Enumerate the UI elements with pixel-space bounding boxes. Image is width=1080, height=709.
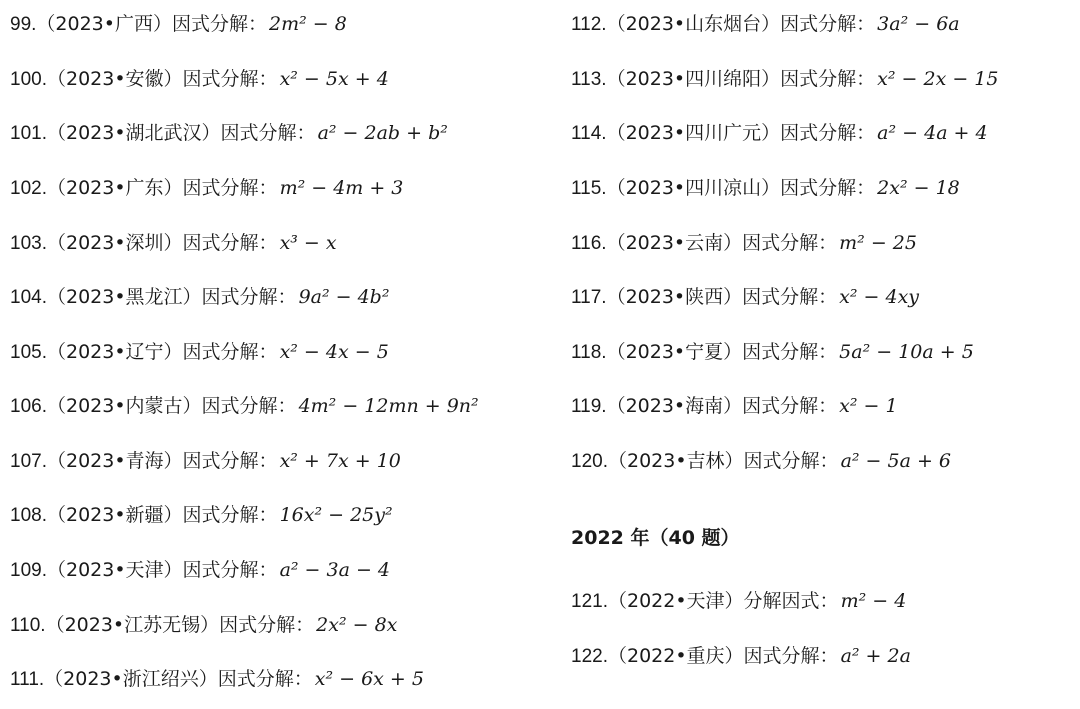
- problem-item: [10, 121, 448, 145]
- problem-number: 100.: [10, 69, 47, 90]
- problem-number: 115.: [571, 178, 607, 199]
- problem-source: （2023•辽宁）: [46, 341, 183, 363]
- problem-expression: x² − 4x − 5: [279, 341, 389, 363]
- problem-number: 99.: [10, 14, 37, 35]
- problem-number: 111.: [10, 669, 45, 690]
- problem-item: [571, 644, 911, 668]
- problem-source: （2023•浙江绍兴）: [44, 668, 218, 690]
- problem-prompt: 分解因式：: [743, 590, 839, 612]
- problem-number: 119.: [571, 396, 607, 417]
- problem-item: [10, 503, 393, 527]
- problem-expression: 3a² − 6a: [877, 13, 960, 35]
- problem-expression: m² − 25: [839, 232, 917, 254]
- problem-prompt: 因式分解：: [780, 177, 876, 199]
- problem-expression: a² + 2a: [840, 645, 911, 667]
- problem-source: （2023•云南）: [606, 232, 743, 254]
- problem-source: （2022•重庆）: [607, 645, 744, 667]
- problem-prompt: 因式分解：: [182, 341, 278, 363]
- problem-source: （2023•江苏无锡）: [45, 614, 220, 636]
- problem-item: [571, 231, 917, 255]
- problem-prompt: 因式分解：: [742, 232, 838, 254]
- problem-item: [571, 449, 951, 473]
- problem-item: [10, 667, 424, 691]
- problem-source: （2023•黑龙江）: [46, 286, 202, 308]
- problem-expression: x² − 5x + 4: [279, 68, 389, 90]
- problem-source: （2023•广东）: [46, 177, 183, 199]
- problem-prompt: 因式分解：: [742, 341, 838, 363]
- problem-item: [10, 449, 401, 473]
- problem-item: [571, 12, 960, 36]
- problem-source: （2022•天津）: [607, 590, 744, 612]
- problem-item: [571, 67, 998, 91]
- problem-prompt: 因式分解：: [780, 68, 876, 90]
- problem-source: （2023•宁夏）: [606, 341, 743, 363]
- problem-prompt: 因式分解：: [182, 450, 278, 472]
- problem-source: （2023•陕西）: [606, 286, 743, 308]
- problem-item: [10, 231, 337, 255]
- problem-prompt: 因式分解：: [219, 614, 315, 636]
- problem-expression: x² + 7x + 10: [279, 450, 401, 472]
- problem-number: 117.: [571, 287, 607, 308]
- problem-expression: a² − 3a − 4: [279, 559, 391, 581]
- problem-expression: 16x² − 25y²: [279, 504, 393, 526]
- section-heading-2022: 2022 年（40 题）: [571, 527, 740, 549]
- problem-prompt: 因式分解：: [201, 286, 297, 308]
- problem-prompt: 因式分解：: [743, 450, 839, 472]
- problem-prompt: 因式分解：: [780, 13, 876, 35]
- problem-expression: 2x² − 18: [877, 177, 960, 199]
- problem-number: 109.: [10, 560, 47, 581]
- problem-source: （2023•天津）: [46, 559, 183, 581]
- problem-source: （2023•内蒙古）: [46, 395, 202, 417]
- problem-item: [10, 176, 403, 200]
- problem-number: 105.: [10, 342, 47, 363]
- problem-prompt: 因式分解：: [201, 395, 297, 417]
- problem-prompt: 因式分解：: [217, 668, 313, 690]
- problem-source: （2023•广西）: [36, 13, 172, 35]
- problem-expression: 9a² − 4b²: [298, 286, 390, 308]
- problem-expression: x² − 6x + 5: [314, 668, 424, 690]
- problem-item: [10, 558, 390, 582]
- problem-prompt: 因式分解：: [182, 177, 278, 199]
- problem-number: 116.: [571, 233, 607, 254]
- problem-source: （2023•深圳）: [46, 232, 183, 254]
- problem-number: 114.: [571, 123, 607, 144]
- problem-prompt: 因式分解：: [742, 395, 838, 417]
- problem-expression: 5a² − 10a + 5: [839, 341, 974, 363]
- problem-item: [571, 176, 960, 200]
- problem-expression: 2m² − 8: [269, 13, 347, 35]
- problem-number: 104.: [10, 287, 47, 308]
- problem-prompt: 因式分解：: [182, 232, 278, 254]
- problem-item: [571, 394, 898, 418]
- problem-item: [10, 285, 389, 309]
- problem-expression: x³ − x: [279, 232, 337, 254]
- problem-item: [571, 285, 919, 309]
- problem-prompt: 因式分解：: [182, 559, 278, 581]
- problem-source: （2023•四川凉山）: [606, 177, 781, 199]
- problem-item: [10, 394, 479, 418]
- problem-source: （2023•山东烟台）: [606, 13, 781, 35]
- problem-expression: 4m² − 12mn + 9n²: [298, 395, 479, 417]
- problem-source: （2023•青海）: [46, 450, 183, 472]
- problem-prompt: 因式分解：: [742, 286, 838, 308]
- problem-source: （2023•海南）: [606, 395, 743, 417]
- problem-number: 113.: [571, 69, 607, 90]
- problem-number: 108.: [10, 505, 47, 526]
- problem-expression: a² − 4a + 4: [877, 122, 988, 144]
- problem-item: [571, 589, 906, 613]
- problem-item: [571, 121, 988, 145]
- problem-source: （2023•湖北武汉）: [46, 122, 221, 144]
- problem-expression: m² − 4m + 3: [279, 177, 404, 199]
- problem-item: [10, 613, 397, 637]
- problem-expression: x² − 2x − 15: [877, 68, 999, 90]
- problem-item: [10, 340, 389, 364]
- problem-number: 110.: [10, 615, 46, 636]
- problem-expression: x² − 4xy: [839, 286, 920, 308]
- problem-number: 101.: [10, 123, 47, 144]
- problem-source: （2023•四川绵阳）: [606, 68, 781, 90]
- problem-source: （2023•吉林）: [607, 450, 744, 472]
- problem-prompt: 因式分解：: [220, 122, 316, 144]
- problem-number: 103.: [10, 233, 47, 254]
- problem-expression: x² − 1: [839, 395, 898, 417]
- problem-item: [10, 12, 347, 36]
- problem-number: 112.: [571, 14, 607, 35]
- problem-prompt: 因式分解：: [182, 504, 278, 526]
- problem-number: 107.: [10, 451, 47, 472]
- problem-item: [571, 340, 974, 364]
- problem-number: 118.: [571, 342, 607, 363]
- problem-source: （2023•安徽）: [46, 68, 183, 90]
- problem-prompt: 因式分解：: [743, 645, 839, 667]
- problem-number: 120.: [571, 451, 608, 472]
- problem-number: 122.: [571, 646, 608, 667]
- problem-source: （2023•新疆）: [46, 504, 183, 526]
- problem-prompt: 因式分解：: [171, 13, 267, 35]
- problem-prompt: 因式分解：: [780, 122, 876, 144]
- problem-expression: m² − 4: [840, 590, 907, 612]
- problem-number: 106.: [10, 396, 47, 417]
- problem-item: [10, 67, 389, 91]
- problem-number: 121.: [571, 591, 608, 612]
- problem-number: 102.: [10, 178, 47, 199]
- problem-expression: a² − 5a + 6: [840, 450, 952, 472]
- problem-expression: a² − 2ab + b²: [317, 122, 448, 144]
- problem-source: （2023•四川广元）: [606, 122, 781, 144]
- problem-expression: 2x² − 8x: [316, 614, 398, 636]
- problem-prompt: 因式分解：: [182, 68, 278, 90]
